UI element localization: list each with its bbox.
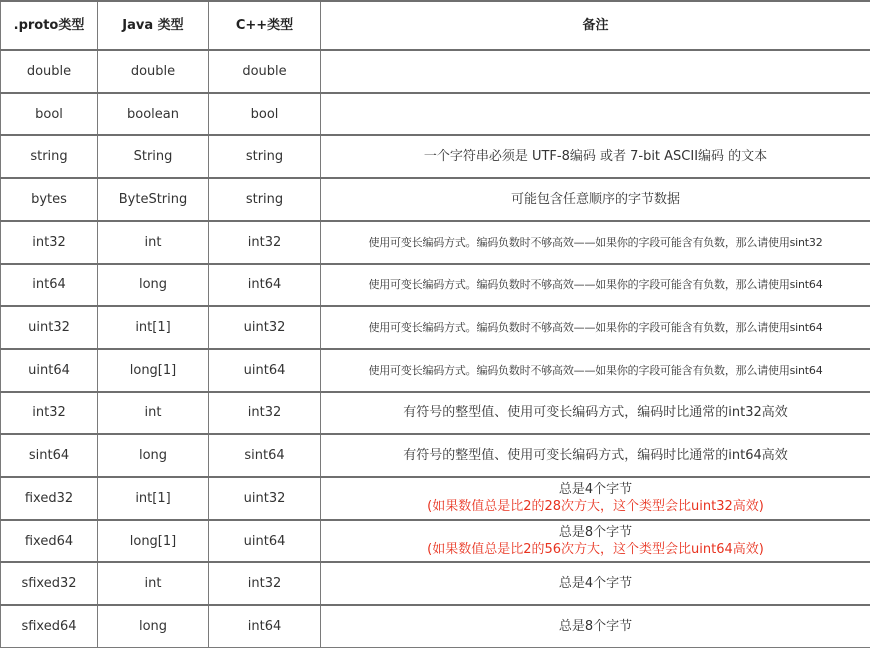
cell-cpp: string: [209, 178, 321, 221]
note-text: 使用可变长编码方式。编码负数时不够高效——如果你的字段可能含有负数，那么请使用sint64: [368, 321, 823, 335]
table-row: [1, 392, 870, 435]
cell-proto: double: [1, 50, 98, 93]
cell-proto: int32: [1, 221, 98, 264]
cell-proto: bytes: [1, 178, 98, 221]
cell-note: [321, 520, 870, 563]
cell-cpp: bool: [209, 93, 321, 136]
cell-cpp: string: [209, 135, 321, 178]
cell-note: [321, 264, 870, 307]
table-row: [1, 520, 870, 563]
cell-note: [321, 562, 870, 605]
note-text: 可能包含任意顺序的字节数据: [510, 191, 680, 207]
table-row: [1, 306, 870, 349]
cell-java: long[1]: [98, 520, 209, 563]
table-row: [1, 178, 870, 221]
cell-cpp: int64: [209, 264, 321, 307]
cell-java: long: [98, 434, 209, 477]
note-text: 有符号的整型值、使用可变长编码方式，编码时比通常的int64高效: [403, 448, 788, 464]
cell-note: [321, 477, 870, 520]
cell-java: int: [98, 562, 209, 605]
table-row: [1, 605, 870, 647]
note-highlight: (如果数值总是比2的56次方大，这个类型会比uint64高效): [427, 542, 764, 558]
cell-cpp: sint64: [209, 434, 321, 477]
cell-java: double: [98, 50, 209, 93]
note-text: 总是8个字节: [558, 525, 633, 541]
cell-java: long[1]: [98, 349, 209, 392]
header-row: [1, 1, 870, 50]
cell-proto: sfixed32: [1, 562, 98, 605]
cell-note: [321, 434, 870, 477]
cell-note: [321, 392, 870, 435]
cell-proto: int64: [1, 264, 98, 307]
table-row: [1, 434, 870, 477]
cell-proto: fixed64: [1, 520, 98, 563]
cell-java: int: [98, 392, 209, 435]
note-text: 总是4个字节: [558, 576, 633, 592]
header-java-type: Java 类型: [98, 1, 209, 50]
header-proto-type: .proto类型: [1, 1, 98, 50]
cell-proto: fixed32: [1, 477, 98, 520]
cell-cpp: uint64: [209, 349, 321, 392]
cell-note: [321, 50, 870, 93]
cell-proto: uint32: [1, 306, 98, 349]
cell-proto: bool: [1, 93, 98, 136]
table-row: [1, 135, 870, 178]
cell-java: long: [98, 605, 209, 647]
header-cpp-type: C++类型: [209, 1, 321, 50]
table-row: [1, 349, 870, 392]
header-notes: 备注: [321, 1, 870, 50]
cell-proto: sfixed64: [1, 605, 98, 647]
cell-java: long: [98, 264, 209, 307]
cell-proto: sint64: [1, 434, 98, 477]
cell-java: int: [98, 221, 209, 264]
cell-java: boolean: [98, 93, 209, 136]
cell-cpp: uint32: [209, 306, 321, 349]
cell-note: [321, 135, 870, 178]
cell-proto: string: [1, 135, 98, 178]
note-text: 使用可变长编码方式。编码负数时不够高效——如果你的字段可能含有负数，那么请使用sint64: [368, 363, 823, 377]
cell-cpp: int32: [209, 221, 321, 264]
cell-note: [321, 306, 870, 349]
cell-cpp: double: [209, 50, 321, 93]
cell-java: ByteString: [98, 178, 209, 221]
cell-cpp: int32: [209, 392, 321, 435]
cell-note: [321, 349, 870, 392]
note-text: 使用可变长编码方式。编码负数时不够高效——如果你的字段可能含有负数，那么请使用sint32: [368, 235, 823, 249]
note-text: 有符号的整型值、使用可变长编码方式，编码时比通常的int32高效: [403, 405, 788, 421]
table-row: [1, 264, 870, 307]
cell-java: int[1]: [98, 477, 209, 520]
note-text: 一个字符串必须是 UTF-8编码 或者 7-bit ASCII编码 的文本: [423, 149, 768, 165]
table-row: [1, 50, 870, 93]
cell-java: int[1]: [98, 306, 209, 349]
table-row: [1, 477, 870, 520]
note-text: 总是4个字节: [558, 482, 633, 498]
cell-java: String: [98, 135, 209, 178]
note-text: 总是8个字节: [558, 619, 633, 635]
cell-proto: int32: [1, 392, 98, 435]
cell-cpp: int64: [209, 605, 321, 647]
cell-cpp: uint32: [209, 477, 321, 520]
note-highlight: (如果数值总是比2的28次方大，这个类型会比uint32高效): [427, 499, 764, 515]
cell-cpp: int32: [209, 562, 321, 605]
cell-note: [321, 605, 870, 647]
note-text: 使用可变长编码方式。编码负数时不够高效——如果你的字段可能含有负数，那么请使用sint64: [368, 278, 823, 292]
table-row: [1, 221, 870, 264]
cell-note: [321, 178, 870, 221]
table-row: [1, 562, 870, 605]
cell-proto: uint64: [1, 349, 98, 392]
table-row: [1, 93, 870, 136]
cell-note: [321, 93, 870, 136]
cell-cpp: uint64: [209, 520, 321, 563]
cell-note: [321, 221, 870, 264]
